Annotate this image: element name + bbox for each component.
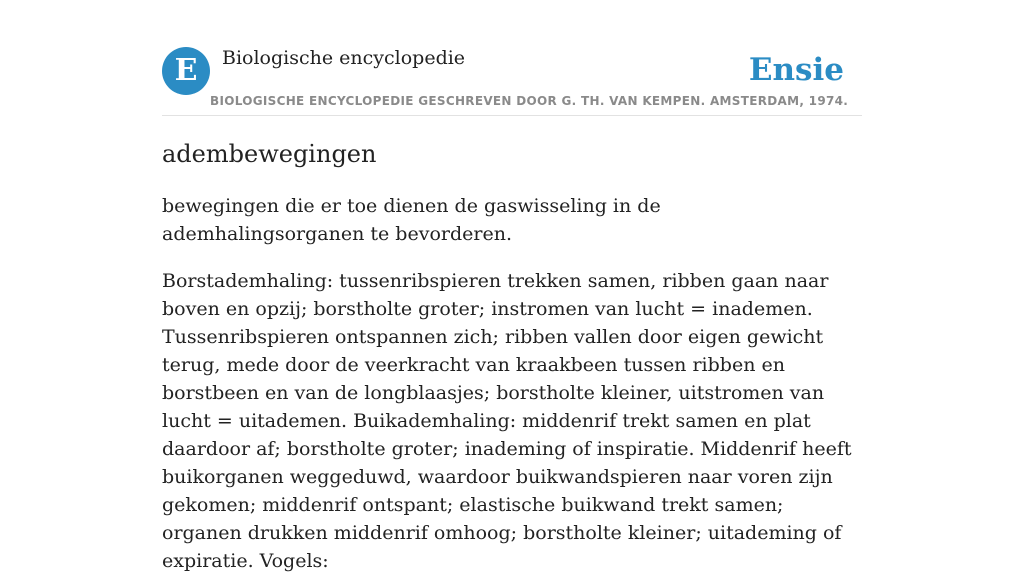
entry-paragraph: Borstademhaling: tussenribspieren trekken samen, ribben gaan naar boven en opzij; borstholte groter; instromen van lucht = inademen. Tussenribspieren ontspannen zich; ribben vallen door eigen gewicht terug, mede door de veerkracht van kraakbeen tussen ribben en borstbeen en van de longblaasjes; borstholte kleiner, uitstromen van lucht = uitademen. Buikademhaling: middenrif trekt samen en plat daardoor af; borstholte groter; inademing of inspiratie. Middenrif heeft buikorganen weggeduwd, waardoor buikwandspieren naar voren zijn gekomen; middenrif ontspant; elastische buikwand trekt samen; organen drukken middenrif omhoog; borstholte kleiner; uitademing of expiratie. Vogels: xyxy=(162,270,852,572)
book-title-link[interactable]: Biologische encyclopedie xyxy=(222,47,466,69)
entry-paragraph: bewegingen die er toe dienen de gaswisseling in de ademhalingsorganen te bevorderen. xyxy=(162,195,661,245)
entry-title: adembewegingen xyxy=(162,140,377,168)
ensie-brand-link[interactable]: Ensie xyxy=(748,52,844,88)
page-header xyxy=(162,0,862,116)
page-container xyxy=(162,0,862,572)
book-subtitle: BIOLOGISCHE ENCYCLOPEDIE GESCHREVEN DOOR G. TH. VAN KEMPEN. AMSTERDAM, 1974. xyxy=(210,94,849,108)
book-logo-icon[interactable]: E xyxy=(162,47,210,95)
